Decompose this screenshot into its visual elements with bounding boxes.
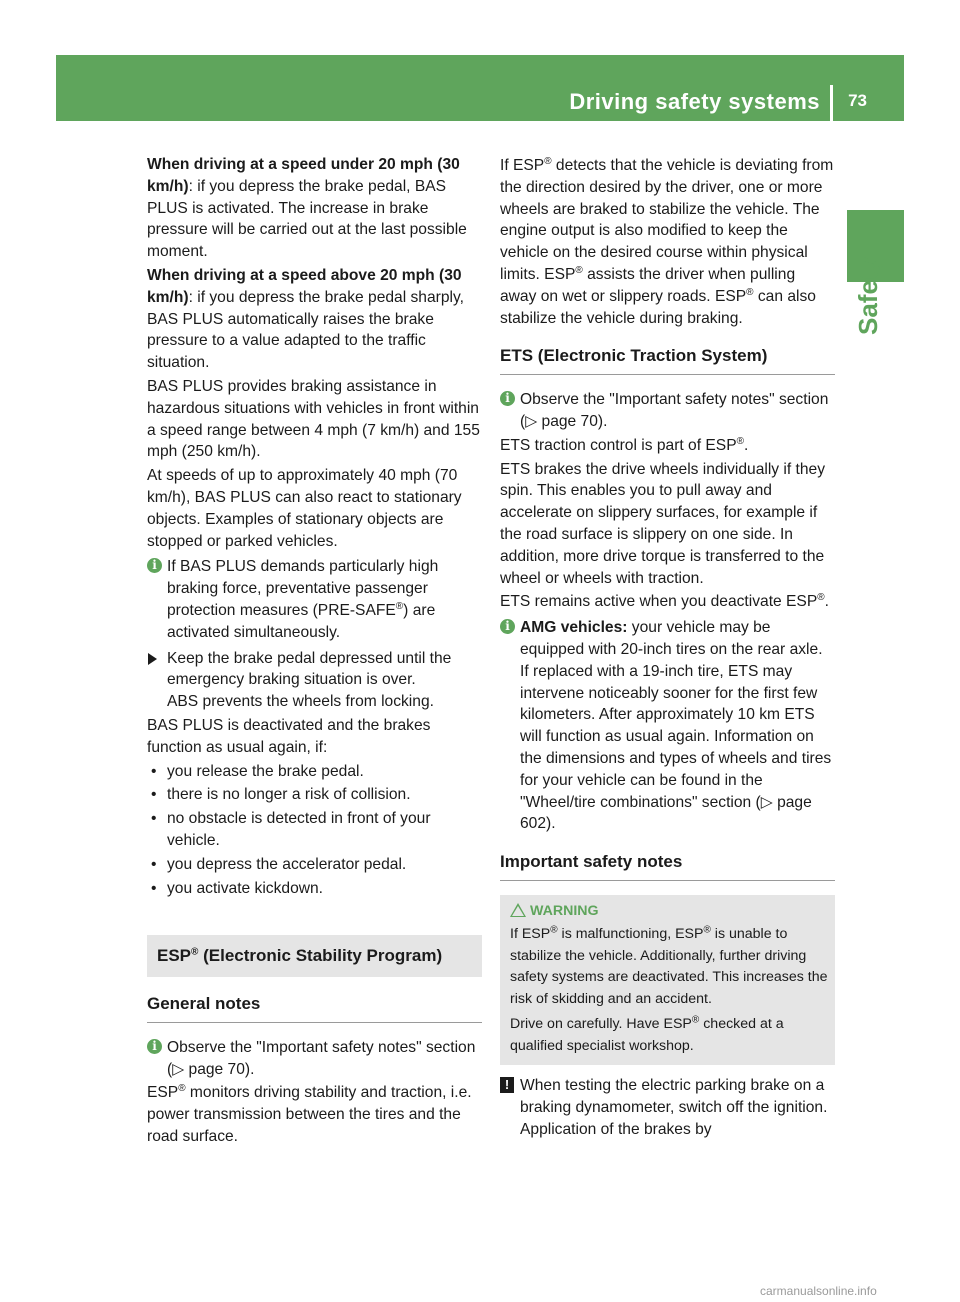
info-note: i AMG vehicles: your vehicle may be equipped with 20-inch tires on the rear axle. If replaced with a 19-inch tire, ETS may intervene noticeably sooner for the first few kilometers. After approximately 10 km ETS will function as usual again. Information on the dimensions and types of wheels and tires for your vehicle can be found in the "Wheel/tire combinations" section (▷ page 602). [500,617,835,835]
list-item: • no obstacle is detected in front of your vehicle. [147,808,482,852]
warning-text: Drive on carefully. Have ESP® checked at a qualified specialist workshop. [510,1014,784,1054]
info-note: i Observe the "Important safety notes" section (▷ page 70). [500,389,835,433]
subheading-ets: ETS (Electronic Traction System) [500,345,835,375]
subheading-general-notes: General notes [147,993,482,1023]
caution-note: ! When testing the electric parking brake on a braking dynamometer, switch off the ignition. Application of the brakes by [500,1075,835,1140]
info-note: i If BAS PLUS demands particularly high braking force, preventative passenger protection measures (PRE-SAFE®) are activated simultaneously. [147,556,482,643]
chapter-label: Safety [853,256,883,335]
page-header-bar [56,55,904,121]
watermark: carmanualsonline.info [760,1284,877,1298]
header-divider [830,85,833,121]
paragraph: ETS brakes the drive wheels individually if they spin. This enables you to pull away and accelerate on slippery surfaces, for example if the road surface is slippery on one side. In addition, more drive torque is transferred to the wheel or wheels with traction. [500,460,826,587]
page-number: 73 [848,91,867,110]
warning-heading: WARNING [510,901,829,923]
warning-triangle-icon [510,903,526,917]
paragraph: If ESP® detects that the vehicle is deviating from the direction desired by the driver, one or more wheels are braked to stabilize the vehicle. The engine output is also modified to keep the vehicle on the desired course within physical limits. ESP® assists the driver when pulling away on wet or slippery roads. ESP® can also stabilize the vehicle during braking. [500,155,834,327]
subheading-important-safety: Important safety notes [500,851,835,881]
arrow-right-icon [148,653,157,665]
exclamation-icon: ! [500,1077,514,1093]
info-icon: i [147,1039,162,1054]
paragraph: When driving at a speed under 20 mph (30 km/h): if you depress the brake pedal, BAS PLUS is activated. The increase in brake pressure will be carried out at the last possible moment. [147,156,467,261]
paragraph: ESP® monitors driving stability and traction, i.e. power transmission between the tires and the road surface. [147,1083,472,1146]
info-icon: i [147,558,162,573]
list-item: • there is no longer a risk of collision. [147,784,482,806]
left-column [147,154,482,1150]
info-note: i Observe the "Important safety notes" section (▷ page 70). [147,1037,482,1081]
section-title: Driving safety systems [569,89,820,114]
warning-box [500,895,835,1066]
paragraph: When driving at a speed above 20 mph (30 km/h): if you depress the brake pedal sharply, BAS PLUS automatically raises the brake pressure to a value adapted to the traffic situation. [147,266,464,372]
warning-text: If ESP® is malfunctioning, ESP® is unable to stabilize the vehicle. Additionally, further driving safety systems are deactivated. This increases the risk of skidding and an accident. [510,924,828,1007]
paragraph: BAS PLUS provides braking assistance in hazardous situations with vehicles in front within a speed range between 4 mph (7 km/h) and 155 mph (250 km/h). [147,377,480,461]
paragraph: At speeds of up to approximately 40 mph (70 km/h), BAS PLUS can also react to stationary objects. Examples of stationary objects are stopped or parked vehicles. [147,467,462,550]
paragraph: ETS remains active when you deactivate ESP®. [500,592,829,611]
instruction-step: Keep the brake pedal depressed until the emergency braking situation is over. ABS prevents the wheels from locking. [147,648,482,713]
section-heading-esp: ESP® (Electronic Stability Program) [147,935,482,977]
paragraph: BAS PLUS is deactivated and the brakes function as usual again, if: [147,716,431,756]
info-icon: i [500,619,515,634]
right-column [500,155,835,1143]
paragraph: ETS traction control is part of ESP®. [500,435,749,454]
list-item: • you release the brake pedal. [147,761,482,783]
info-icon: i [500,391,515,406]
list-item: • you depress the accelerator pedal. [147,854,482,876]
list-item: • you activate kickdown. [147,878,482,900]
